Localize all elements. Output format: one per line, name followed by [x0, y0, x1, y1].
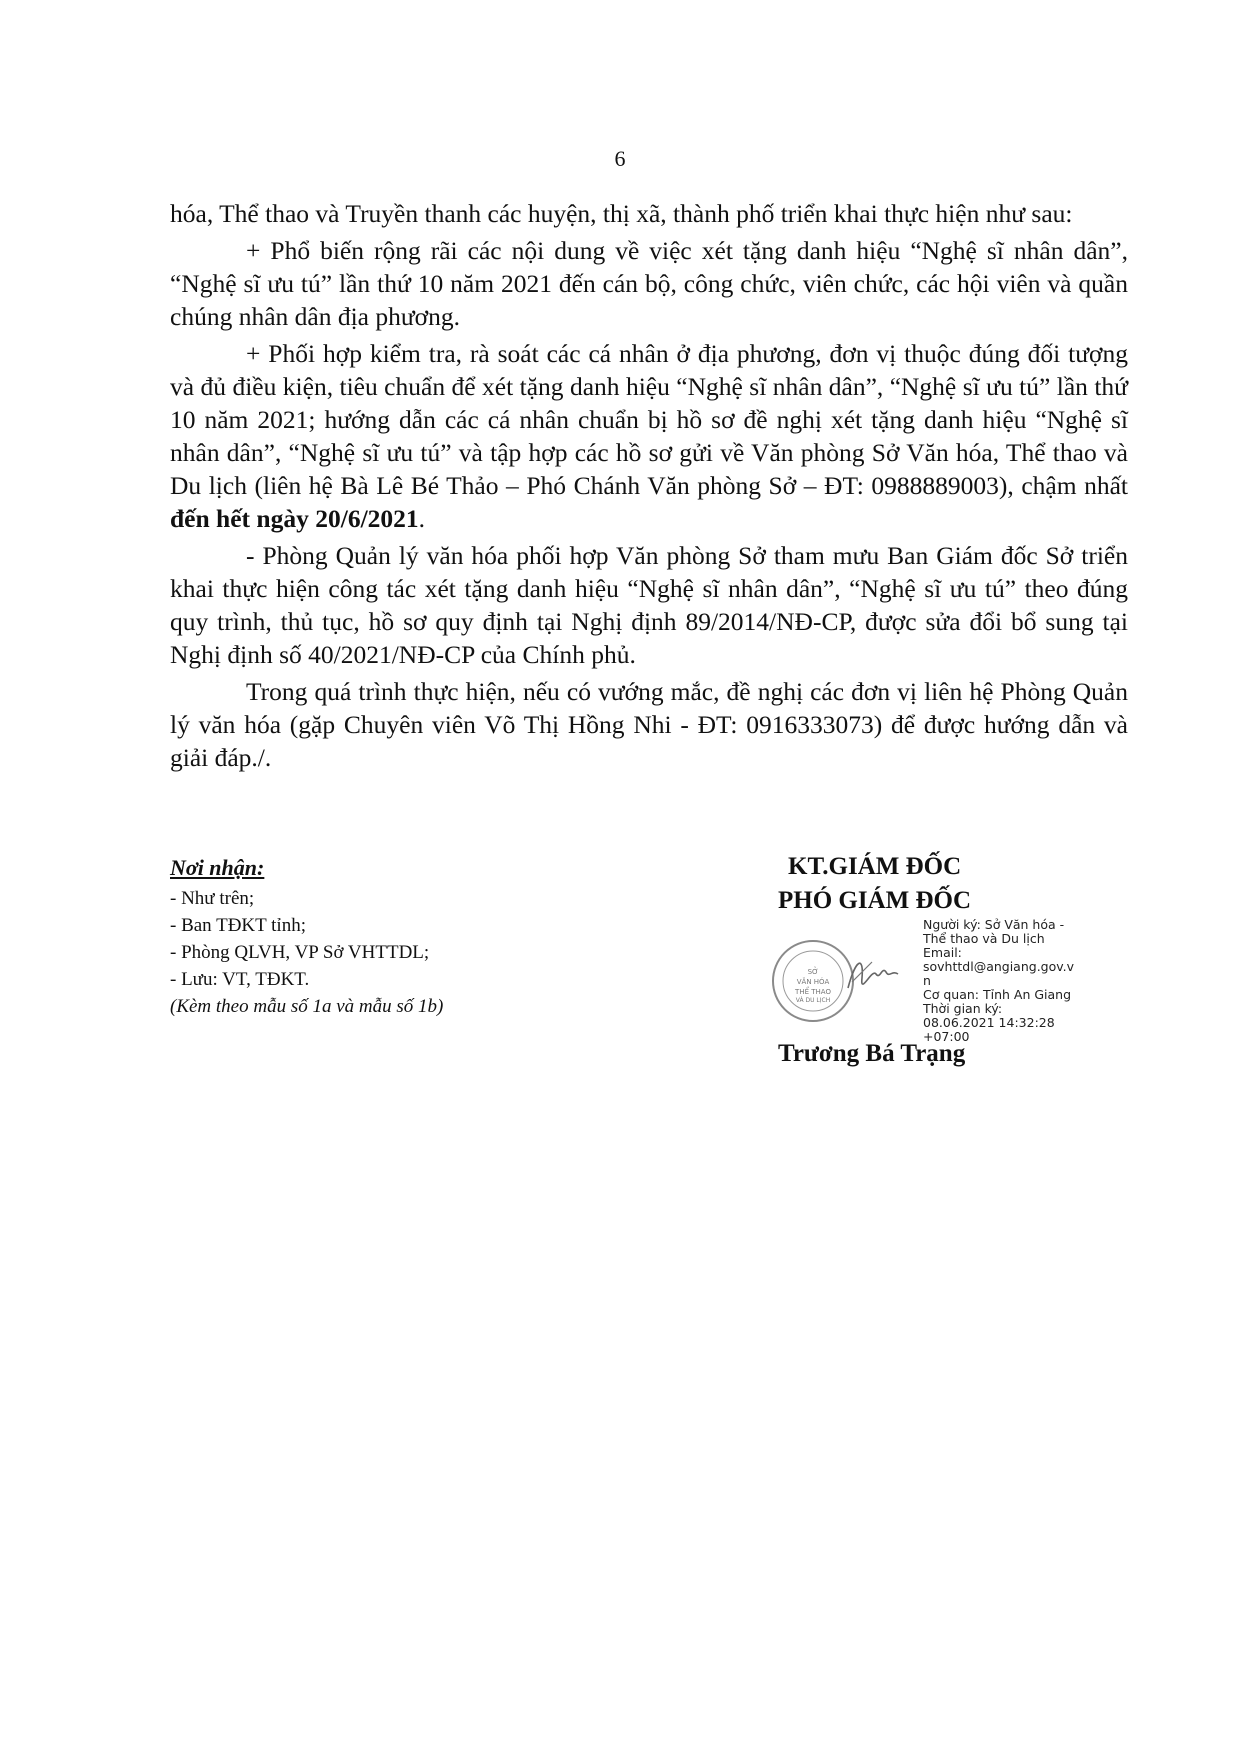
signer-block [760, 850, 1100, 918]
document-body [170, 197, 1128, 778]
paragraph-contact: Trong quá trình thực hiện, nếu có vướng mắc, đề nghị các đơn vị liên hệ Phòng Quản lý văn hóa (gặp Chuyên viên Võ Thị Hồng Nhi - ĐT: 0916333073) để được hướng dẫn và giải đáp./. [170, 677, 1128, 772]
paragraph-dissemination: + Phổ biến rộng rãi các nội dung về việc xét tặng danh hiệu “Nghệ sĩ nhân dân”, “Nghệ sĩ ưu tú” lần thứ 10 năm 2021 đến cán bộ, công chức, viên chức, các hội viên và quần chúng nhân dân địa phương. [170, 236, 1128, 331]
sig-info-line: +07:00 [923, 1029, 970, 1044]
sig-info-line: 08.06.2021 14:32:28 [923, 1015, 1055, 1030]
attachment-note: (Kèm theo mẫu số 1a và mẫu số 1b) [170, 996, 444, 1017]
paragraph-end-mark: . [418, 504, 426, 533]
svg-text:VÀ DU LỊCH: VÀ DU LỊCH [795, 997, 831, 1004]
digital-signature-area [770, 918, 1100, 1046]
paragraph-coordination [170, 337, 1128, 535]
paragraph-continuation: hóa, Thể thao và Truyền thanh các huyện, thị xã, thành phố triển khai thực hiện như sau: [170, 199, 1073, 228]
signer-name: Trương Bá Trạng [778, 1040, 966, 1067]
svg-text:SỞ: SỞ [807, 968, 819, 976]
signer-title-acting: KT.GIÁM ĐỐC [788, 853, 962, 880]
svg-text:THỂ THAO: THỂ THAO [795, 988, 831, 996]
sig-info-line: Cơ quan: Tỉnh An Giang [923, 987, 1072, 1002]
recipients-block [170, 855, 570, 1020]
sig-info-line: Người ký: Sở Văn hóa - [923, 917, 1065, 932]
page-number: 6 [614, 146, 626, 171]
recipient-item: - Lưu: VT, TĐKT. [170, 969, 310, 990]
handwritten-signature-icon [842, 948, 902, 1008]
paragraph-coordination-text: + Phối hợp kiểm tra, rà soát các cá nhân ở địa phương, đơn vị thuộc đúng đối tượng và đủ điều kiện, tiêu chuẩn để xét tặng danh hiệu “Nghệ sĩ nhân dân”, “Nghệ sĩ ưu tú” lần thứ 10 năm 2021; hướng dẫn các cá nhân chuẩn bị hồ sơ đề nghị xét tặng danh hiệu “Nghệ sĩ nhân dân”, “Nghệ sĩ ưu tú” và tập hợp các hồ sơ gửi về Văn phòng Sở Văn hóa, Thể thao và Du lịch (liên hệ Bà Lê Bé Thảo – Phó Chánh Văn phòng Sở – ĐT: 0988889003), chậm nhất [170, 339, 1128, 500]
sig-info-line: Email: [923, 945, 962, 960]
recipient-item: - Phòng QLVH, VP Sở VHTTDL; [170, 942, 430, 963]
paragraph-culture-office: - Phòng Quản lý văn hóa phối hợp Văn phòng Sở tham mưu Ban Giám đốc Sở triển khai thực hiện công tác xét tặng danh hiệu “Nghệ sĩ nhân dân”, “Nghệ sĩ ưu tú” theo đúng quy trình, thủ tục, hồ sơ quy định tại Nghị định 89/2014/NĐ-CP, được sửa đổi bổ sung tại Nghị định số 40/2021/NĐ-CP của Chính phủ. [170, 541, 1128, 669]
recipient-item: - Như trên; [170, 888, 255, 909]
svg-text:VĂN HÓA: VĂN HÓA [796, 978, 830, 986]
digital-signature-info [923, 918, 1098, 1044]
sig-info-line: n [923, 973, 931, 988]
recipients-title: Nơi nhận: [170, 855, 265, 880]
deadline-text: đến hết ngày 20/6/2021 [170, 504, 419, 533]
signer-title-deputy: PHÓ GIÁM ĐỐC [778, 887, 972, 914]
sig-info-line: Thời gian ký: [923, 1001, 1003, 1016]
sig-info-line: sovhttdl@angiang.gov.v [923, 959, 1075, 974]
recipient-item: - Ban TĐKT tỉnh; [170, 915, 306, 936]
sig-info-line: Thể thao và Du lịch [923, 931, 1045, 946]
